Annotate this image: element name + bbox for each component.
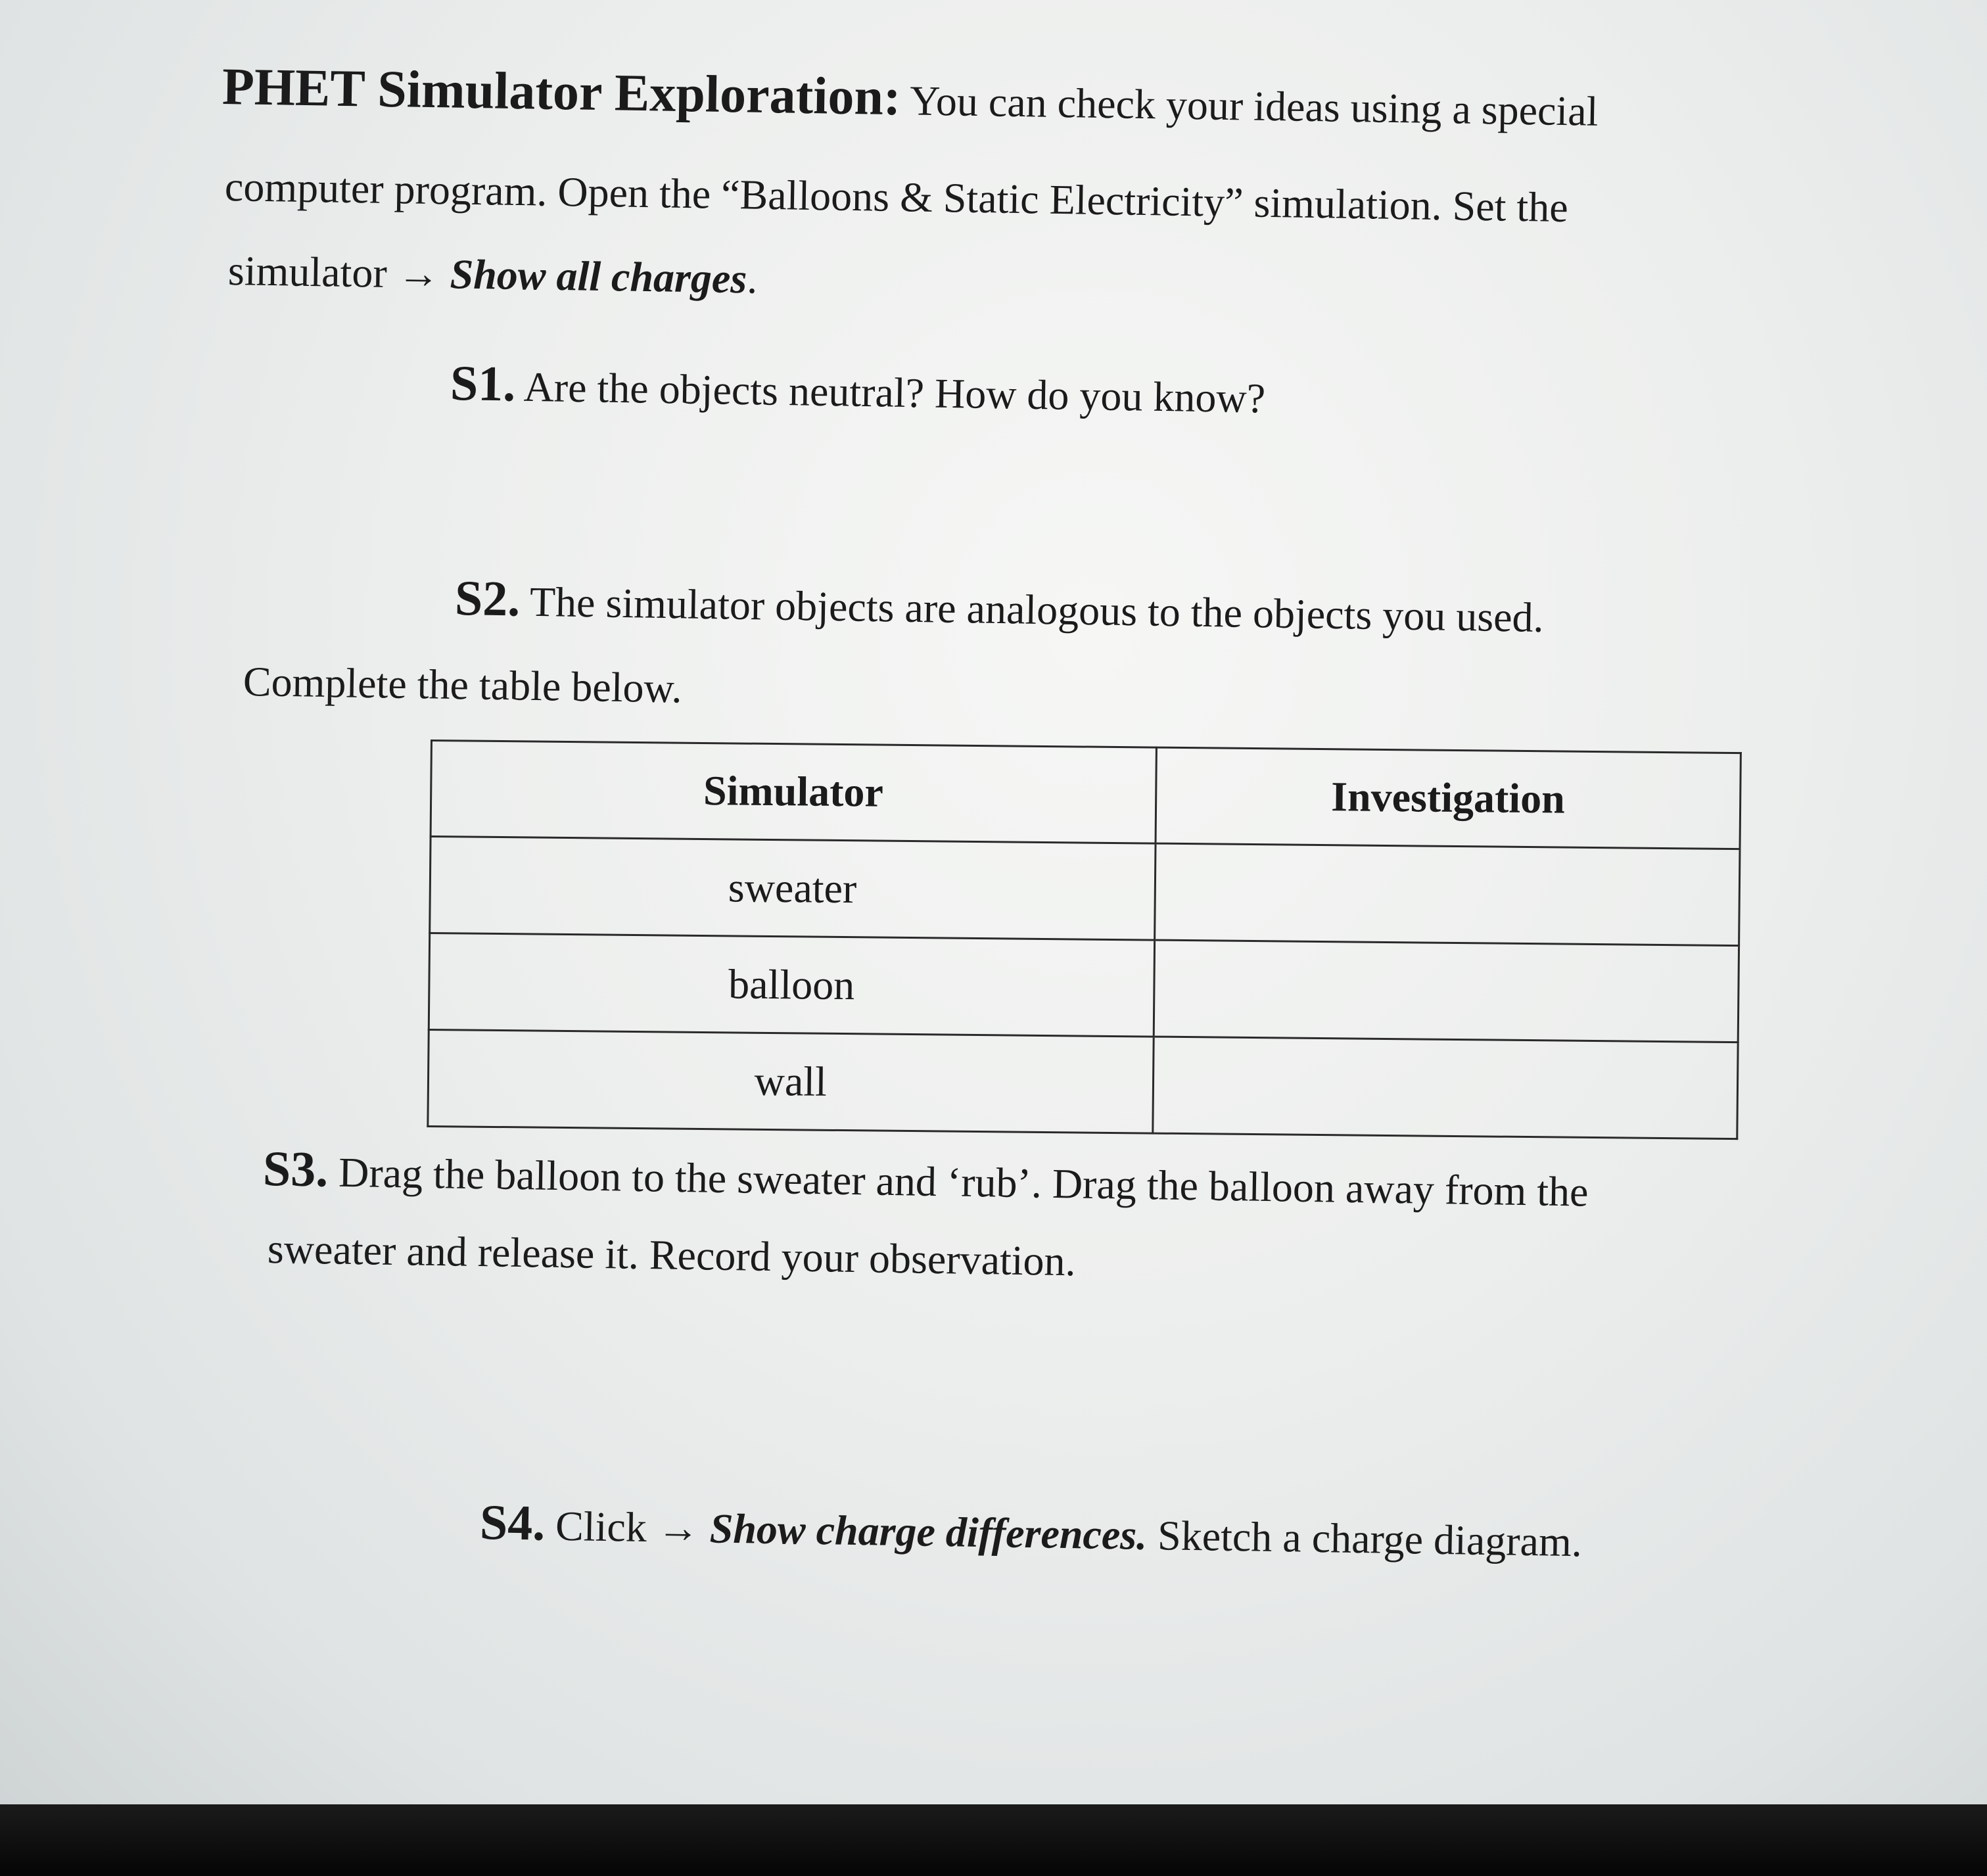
intro-text-1: You can check your ideas using a special (909, 77, 1599, 135)
cell-investigation-sweater[interactable] (1154, 843, 1740, 946)
show-all-charges-emphasis: Show all charges (450, 250, 747, 302)
question-s3-continued (267, 1225, 1077, 1285)
s2-text-cont: Complete the table below. (243, 658, 683, 712)
table-row (429, 933, 1739, 1042)
cell-simulator-wall: wall (428, 1029, 1154, 1133)
simulator-investigation-table (427, 739, 1742, 1140)
question-s1 (450, 358, 1265, 421)
s2-label: S2. (454, 571, 521, 627)
question-s4 (479, 1497, 1582, 1564)
intro-text-3-prefix: simulator → (227, 247, 451, 298)
s3-label: S3. (262, 1141, 329, 1198)
header-investigation: Investigation (1156, 747, 1741, 849)
show-charge-differences-emphasis: Show charge differences. (709, 1505, 1148, 1559)
question-s2-continued (243, 658, 683, 712)
intro-text-3-suffix: . (746, 255, 758, 302)
s3-text: Drag the balloon to the sweater and ‘rub’. Drag the balloon away from the (338, 1148, 1589, 1215)
section-title: PHET Simulator Exploration: (222, 58, 902, 127)
header-simulator: Simulator (431, 741, 1156, 844)
s1-label: S1. (450, 356, 516, 412)
intro-line-3 (227, 247, 758, 302)
question-s3 (262, 1141, 1589, 1215)
cell-investigation-wall[interactable] (1152, 1037, 1738, 1139)
s2-text: The simulator objects are analogous to the objects you used. (529, 578, 1545, 642)
cell-simulator-balloon: balloon (429, 933, 1154, 1037)
s4-suffix: Sketch a charge diagram. (1146, 1511, 1583, 1566)
table-header-row (431, 741, 1741, 849)
s4-prefix: Click → (555, 1502, 711, 1552)
monitor-bezel (0, 1804, 1987, 1876)
cell-simulator-sweater: sweater (430, 836, 1156, 940)
intro-line-1 (222, 60, 1599, 135)
cell-investigation-balloon[interactable] (1154, 940, 1739, 1043)
intro-text-2: computer program. Open the “Balloons & Static Electricity” simulation. Set the (224, 163, 1569, 231)
s3-text-cont: sweater and release it. Record your observation. (267, 1225, 1077, 1285)
table-row (430, 836, 1740, 945)
question-s2 (454, 573, 1544, 640)
intro-line-2 (224, 163, 1569, 231)
s1-text: Are the objects neutral? How do you know? (523, 363, 1266, 422)
table-row (428, 1029, 1738, 1138)
s4-label: S4. (479, 1495, 546, 1551)
simulator-investigation-table-wrapper (427, 739, 1742, 1140)
